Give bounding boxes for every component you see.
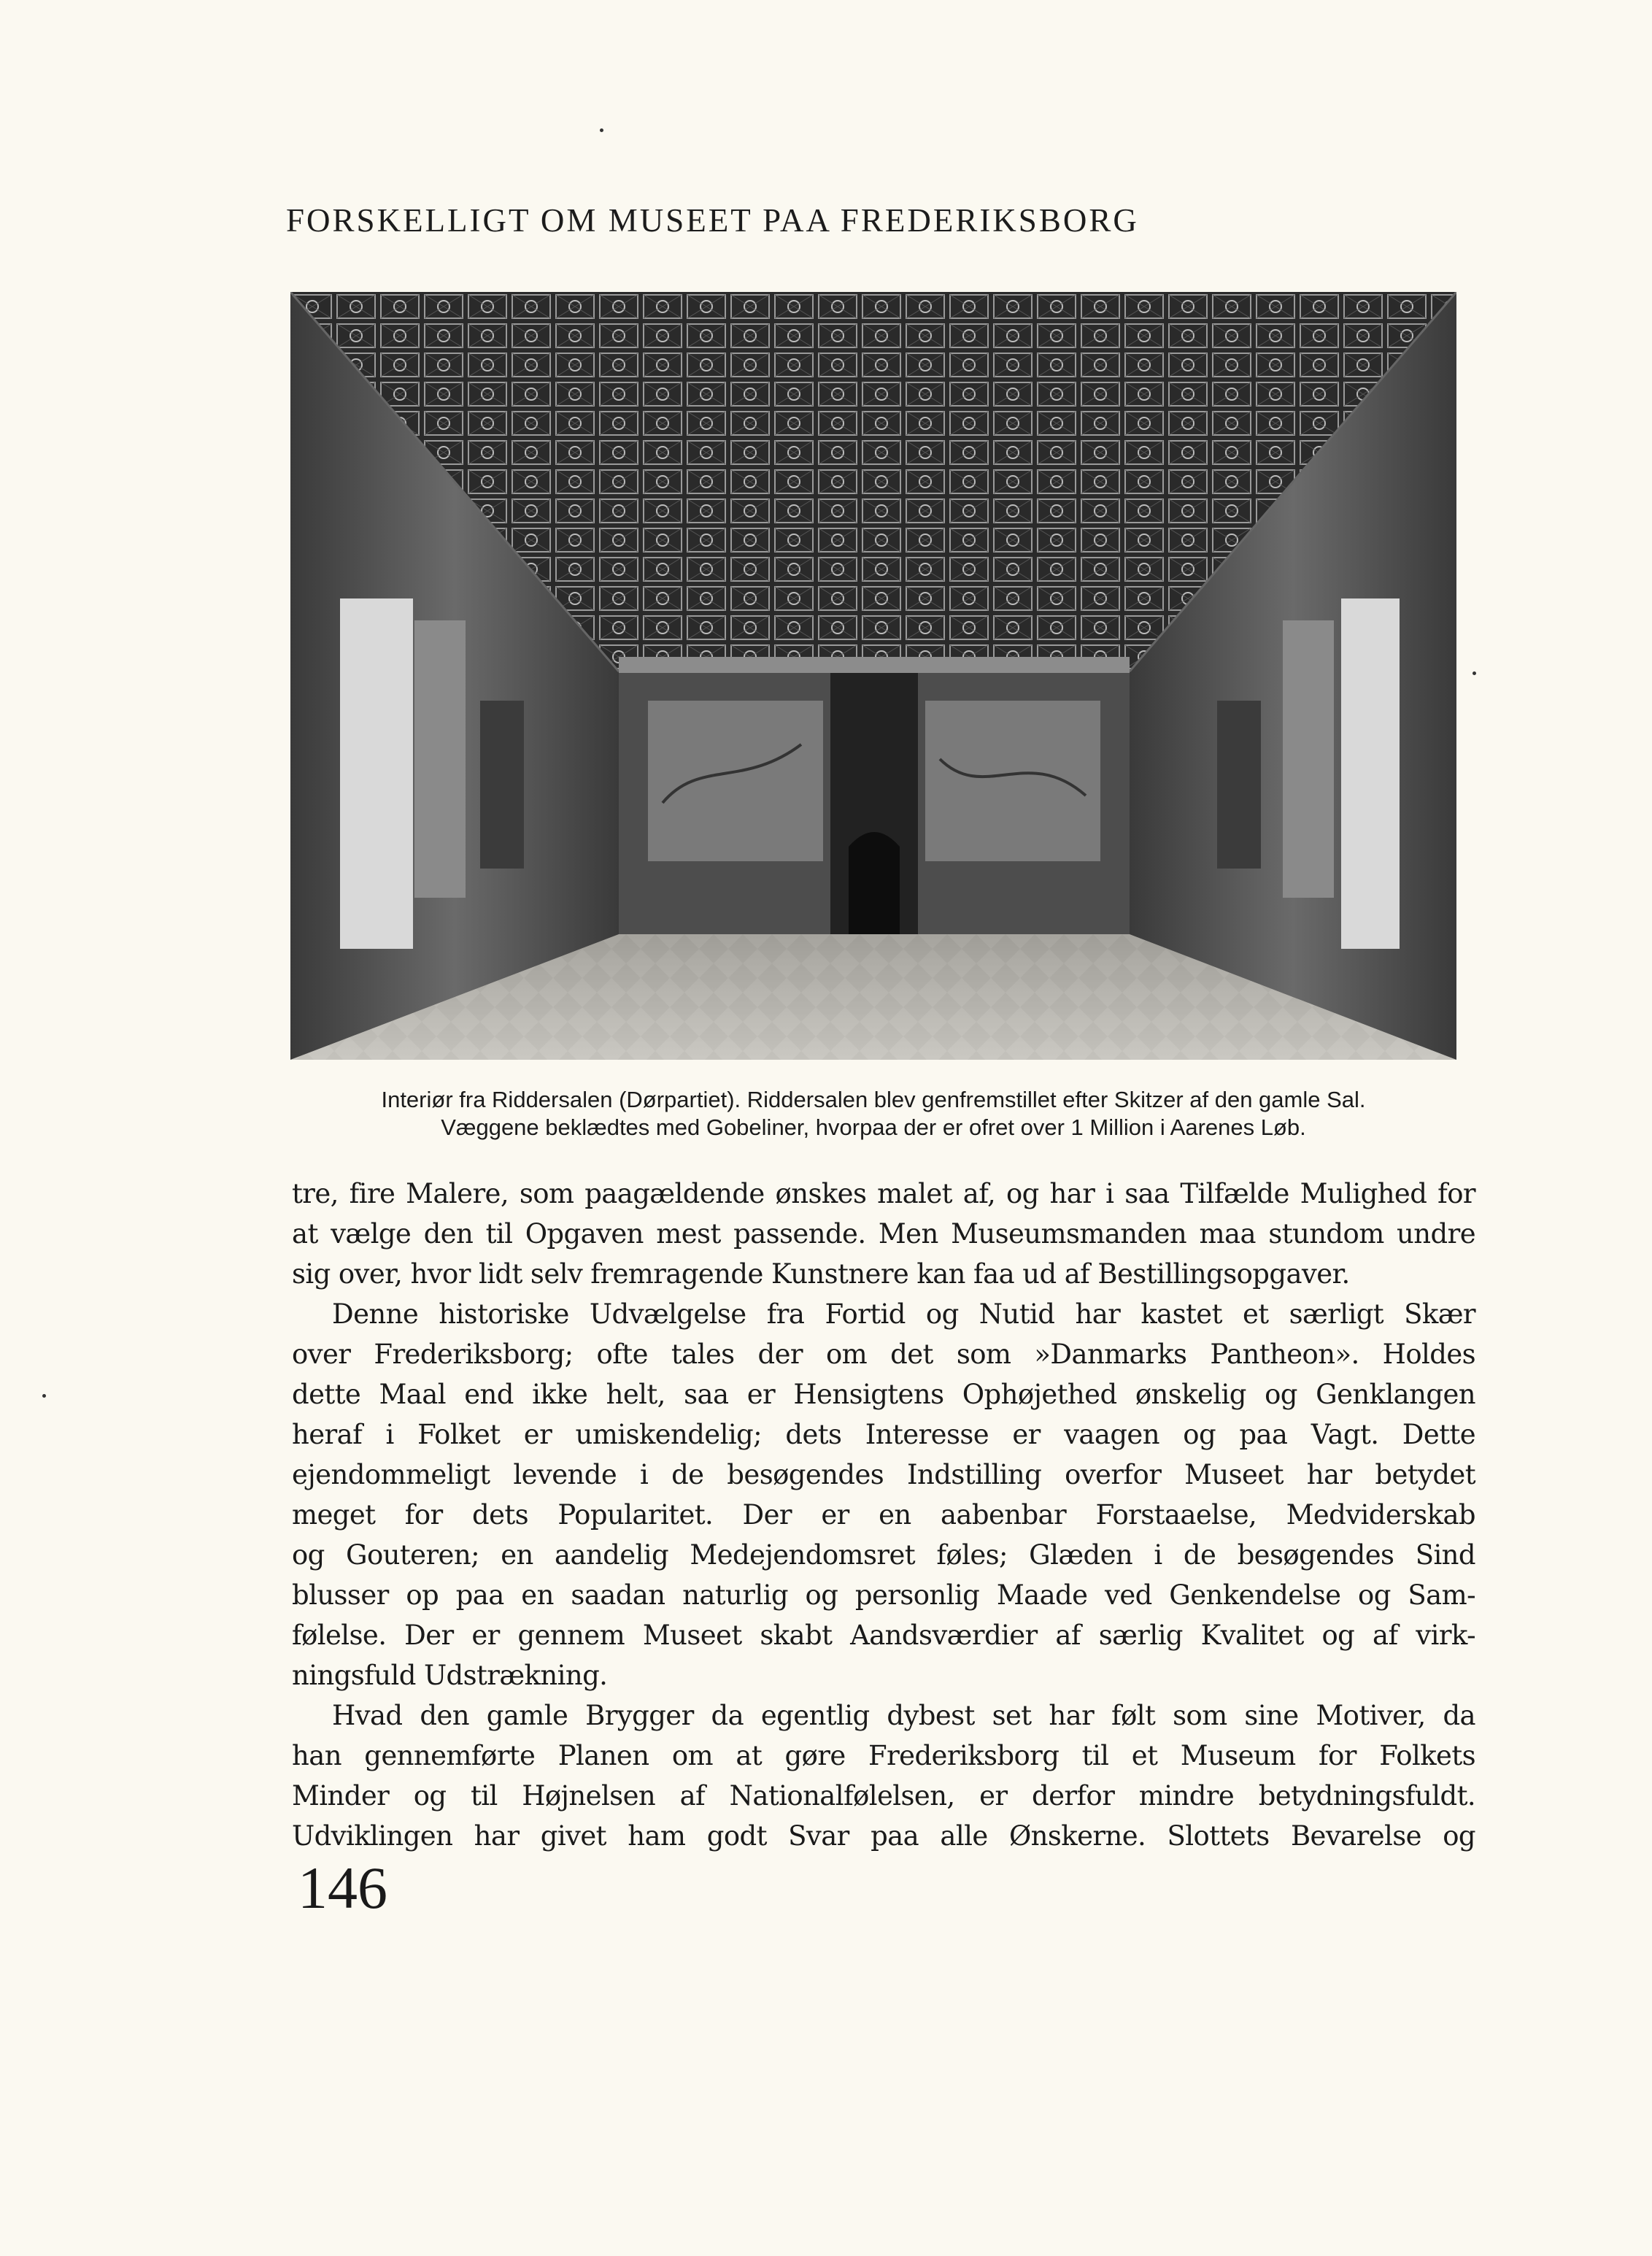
text-line: at vælge den til Opgaven mest passende. Men Museumsmanden maa stundom undre bbox=[292, 1218, 1475, 1250]
body-text bbox=[292, 1174, 1475, 1856]
text-line: Denne historiske Udvælgelse fra Fortid og Nutid har kastet et særligt Skær bbox=[332, 1298, 1475, 1330]
running-title: FORSKELLIGT OM MUSEET PAA FREDERIKSBORG bbox=[286, 202, 1139, 239]
text-line: over Frederiksborg; ofte tales der om det som »Danmarks Pantheon». Holdes bbox=[292, 1339, 1475, 1370]
riddersalen-photograph bbox=[290, 292, 1456, 1060]
text-line: Hvad den gamle Brygger da egentlig dybest set har følt som sine Motiver, da bbox=[332, 1700, 1475, 1731]
figure-caption bbox=[290, 1086, 1456, 1142]
text-line: ningsfuld Udstrækning. bbox=[292, 1660, 608, 1691]
text-line: og Gouteren; en aandelig Medejendomsret føles; Glæden i de besøgendes Sind bbox=[292, 1539, 1475, 1571]
page-number: 146 bbox=[298, 1855, 387, 1921]
text-line: sig over, hvor lidt selv fremragende Kunstnere kan faa ud af Bestillingsopgaver. bbox=[292, 1258, 1350, 1290]
riddersalen-photo-illustration bbox=[290, 292, 1456, 1060]
caption-line: Interiør fra Riddersalen (Dørpartiet). Riddersalen blev genfremstillet efter Skitzer af den gamle Sal. bbox=[381, 1087, 1366, 1112]
paper-speck bbox=[600, 128, 603, 132]
text-line: heraf i Folket er umiskendelig; dets Interesse er vaagen og paa Vagt. Dette bbox=[292, 1419, 1475, 1450]
text-line: følelse. Der er gennem Museet skabt Aandsværdier af særlig Kvalitet og af virk- bbox=[292, 1620, 1475, 1651]
text-line: Minder og til Højnelsen af Nationalfølelsen, er derfor mindre betydningsfuldt. bbox=[292, 1780, 1475, 1812]
text-line: Udviklingen har givet ham godt Svar paa alle Ønskerne. Slottets Bevarelse og bbox=[292, 1820, 1475, 1852]
text-line: han gennemførte Planen om at gøre Frederiksborg til et Museum for Folkets bbox=[292, 1740, 1475, 1771]
text-line: tre, fire Malere, som paagældende ønskes malet af, og har i saa Tilfælde Mulighed for bbox=[292, 1178, 1475, 1209]
text-line: ejendommeligt levende i de besøgendes Indstilling overfor Museet har betydet bbox=[292, 1459, 1475, 1490]
text-line: blusser op paa en saadan naturlig og personlig Maade ved Genkendelse og Sam- bbox=[292, 1579, 1475, 1611]
text-line: meget for dets Popularitet. Der er en aabenbar Forstaaelse, Medviderskab bbox=[292, 1499, 1475, 1531]
paper-speck bbox=[42, 1394, 46, 1398]
caption-line: Væggene beklædtes med Gobeliner, hvorpaa der er ofret over 1 Million i Aarenes Løb. bbox=[441, 1114, 1306, 1140]
text-line: dette Maal end ikke helt, saa er Hensigtens Ophøjethed ønskelig og Genklangen bbox=[292, 1379, 1475, 1410]
paper-speck bbox=[1472, 671, 1476, 675]
